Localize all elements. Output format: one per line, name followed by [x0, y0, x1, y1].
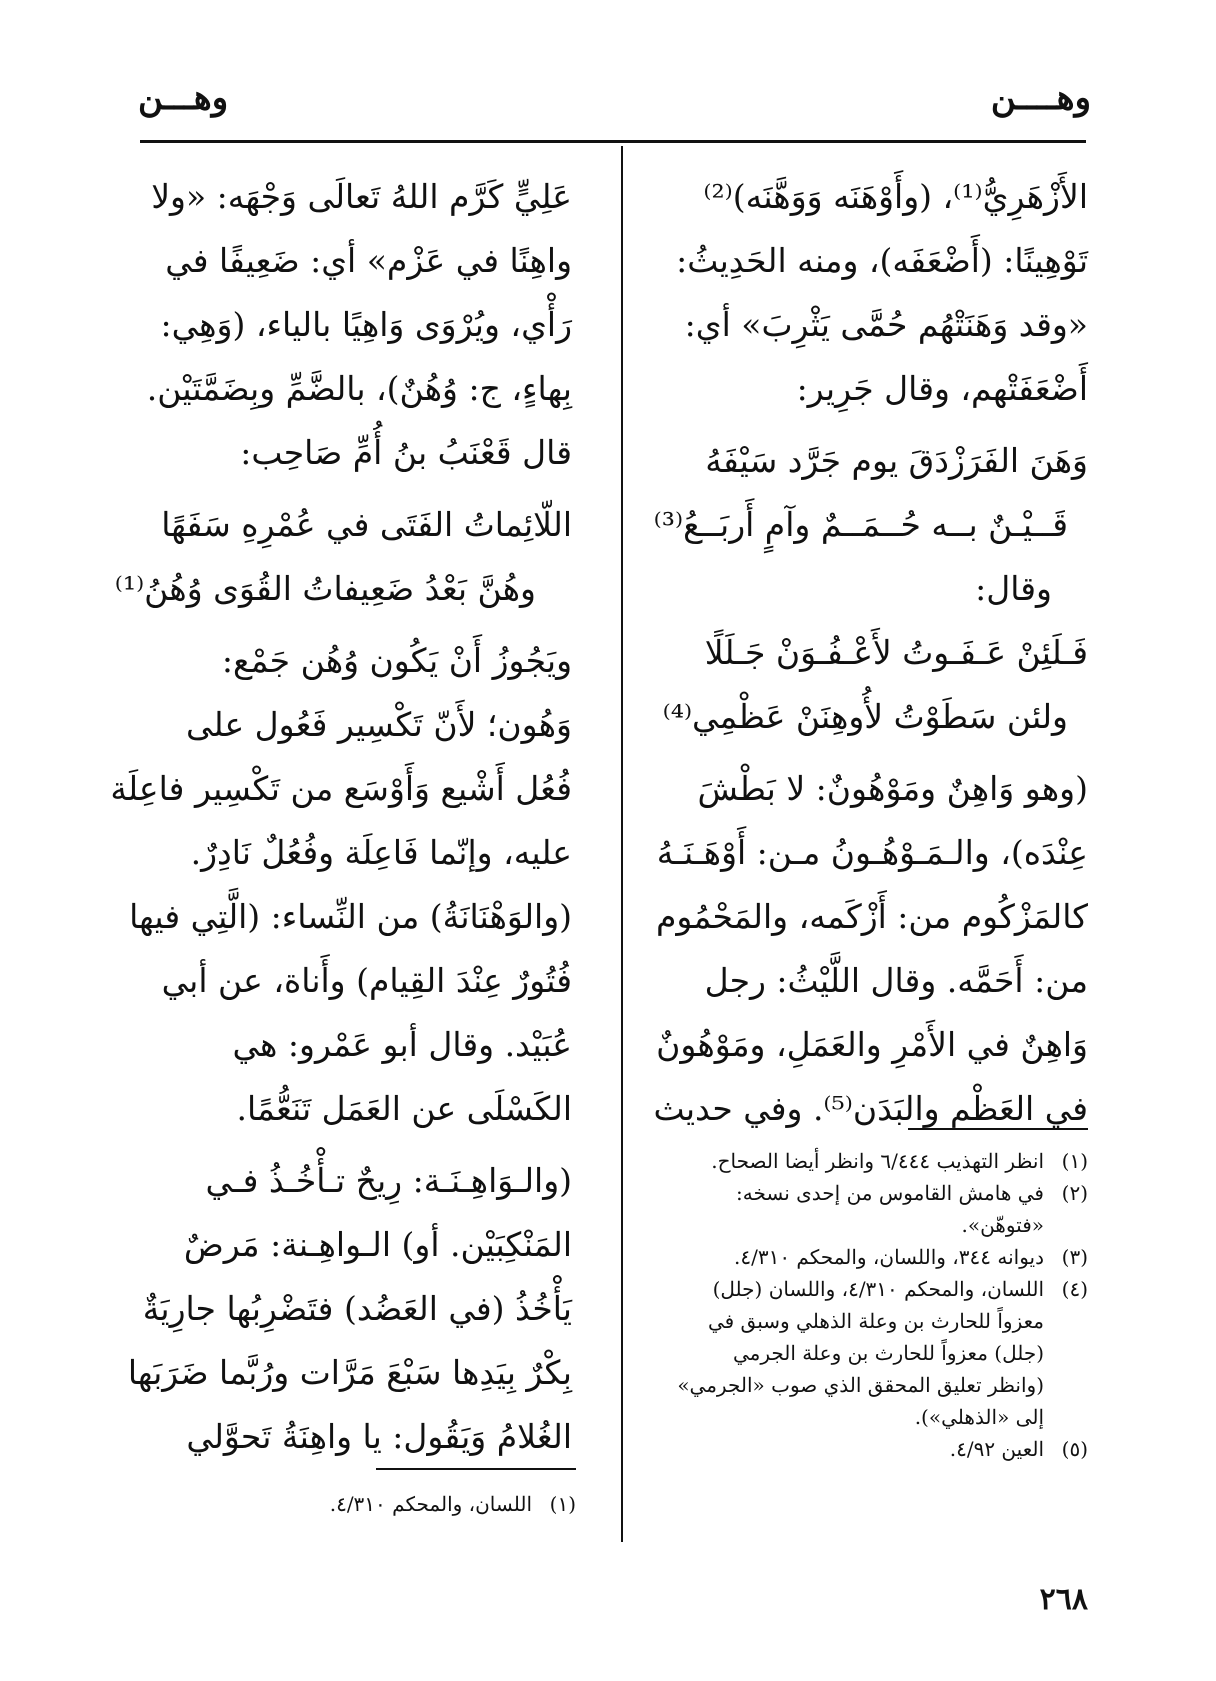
footnote [656, 1177, 1088, 1209]
text-line: تَوْهِينًا: (أَضْعَفَه)، ومنه الحَدِيثُ: [676, 241, 1088, 280]
footnote-number: (٤) [1061, 1277, 1088, 1301]
running-header-left: وهـــن [138, 78, 229, 118]
footnote-text: ديوانه ٣٤٤، واللسان، والمحكم ٤/٣١٠. [734, 1245, 1044, 1269]
text-line: في العَظْم والبَدَن⁽⁵⁾. وفي حديث [653, 1089, 1088, 1128]
verse-line: فَـلَئِنْ عَـفَـوتُ لأَعْـفُـوَنْ جَـلَلًا [704, 633, 1088, 672]
text-line: (وهو وَاهِنٌ ومَوْهُونٌ: لا بَطْشَ [697, 769, 1088, 808]
verse-line: ولئن سَطَوْتُ لأُوهِنَنْ عَظْمِي⁽⁴⁾ [662, 697, 1068, 736]
text-line: الكَسْلَى عن العَمَل تَنَعُّمًا. [236, 1089, 572, 1128]
text-line: قال قَعْنَبُ بنُ أُمِّ صَاحِب: [240, 433, 572, 472]
column-divider [621, 146, 623, 1542]
text-line: عَلِيٍّ كَرَّم اللهُ تَعالَى وَجْهَه: «ولا [151, 177, 572, 216]
text-line: أَضْعَفَتْهم، وقال جَرِير: [796, 369, 1088, 408]
text-line: بِهاءٍ، ج: وُهُنٌ)، بالضَّمِّ وبِضَمَّتَيْن. [146, 369, 572, 408]
footnote-text: العين ٤/٩٢. [949, 1437, 1044, 1461]
footnote [656, 1273, 1088, 1305]
text-line: بِكْرٌ بِيَدِها سَبْعَ مَرَّات ورُبَّما ضَرَبَها [127, 1353, 572, 1392]
footnote-number: (٥) [1061, 1437, 1088, 1461]
text-line: «وقد وَهَنَتْهُم حُمَّى يَثْرِبَ» أي: [684, 305, 1088, 344]
footnote-number: (٢) [1061, 1181, 1088, 1205]
text-line: كالمَزْكُوم من: أَزْكَمه، والمَحْمُوم [655, 897, 1088, 936]
footnote-continuation: معزواً للحارث بن وعلة الذهلي وسبق في [707, 1309, 1044, 1333]
text-line: واهِنًا في عَزْم» أي: ضَعِيفًا في [165, 241, 572, 280]
running-header-right: وهــــن [990, 78, 1091, 118]
footnote-text: انظر التهذيب ٦/٤٤٤ وانظر أيضا الصحاح. [711, 1149, 1044, 1173]
text-line: المَنْكِبَيْن. أو) الـواهِـنة: مَرضٌ [183, 1225, 572, 1264]
footnote-continuation: (جلل) معزواً للحارث بن وعلة الجرمي [732, 1341, 1044, 1365]
footnote-rule [908, 1128, 1088, 1130]
text-line: عُبَيْد. وقال أبو عَمْرو: هي [232, 1025, 572, 1064]
footnote-text: اللسان، والمحكم ٤/٣١٠، واللسان (جلل) [712, 1277, 1044, 1301]
verse-line: اللّائِماتُ الفَتَى في عُمْرِهِ سَفَهًا [161, 505, 572, 544]
footnote-number: (١) [549, 1492, 576, 1516]
footnote-rule [376, 1468, 576, 1470]
footnote-text: اللسان، والمحكم ٤/٣١٠. [329, 1492, 532, 1516]
footnote [656, 1241, 1088, 1273]
text-line: الغُلامُ وَيَقُول: يا واهِنَةُ تَحوَّلي [186, 1417, 572, 1456]
text-line: وقال: [975, 569, 1052, 608]
text-line: عليه، وإنّما فَاعِلَة وفُعُلٌ نَادِرٌ. [190, 833, 572, 872]
footnote-continuation: «فتوهّن». [961, 1213, 1044, 1237]
verse-line: وَهَنَ الفَرَزْدَقَ يوم جَرَّد سَيْفَهُ [705, 441, 1088, 480]
right-column [653, 165, 1088, 1141]
text-line: وَاهِنٌ في الأَمْرِ والعَمَلِ، ومَوْهُونٌ [656, 1025, 1088, 1064]
footnote-number: (١) [1061, 1149, 1088, 1173]
footnote-continuation: إلى «الذهلي»). [914, 1405, 1044, 1429]
footnote-number: (٣) [1061, 1245, 1088, 1269]
text-line: وَهُون؛ لأَنّ تَكْسِير فَعُول على [186, 705, 572, 744]
text-line: يَأْخُذُ (في العَضُد) فتَضْرِبُها جارِيَةٌ [142, 1289, 572, 1328]
footnote-continuation: (وانظر تعليق المحقق الذي صوب «الجرمي» [677, 1373, 1044, 1397]
text-line: ويَجُوزُ أَنْ يَكُون وُهُن جَمْع: [221, 641, 572, 680]
page-number: ٢٦٨ [1039, 1582, 1088, 1617]
text-line: من: أَحَمَّه. وقال اللَّيْثُ: رجل [704, 961, 1088, 1000]
header-rule [140, 140, 1086, 143]
text-line: فُعُل أَشْيع وَأَوْسَع من تَكْسِير فاعِلَة [110, 769, 572, 808]
text-line: عِنْدَه)، والـمَـوْهُـونُ مـن: أَوْهَـنَـهُ [656, 833, 1088, 872]
verse-line: قَــيْـنٌ بــه حُــمَــمٌ وآمٍ أَربَــعُ⁽³⁾ [653, 505, 1068, 544]
footnote [656, 1145, 1088, 1177]
text-line: (والوَهْنَانَةُ) من النِّساء: (الَّتِي فيها [129, 897, 572, 936]
footnotes-left [146, 1488, 576, 1520]
text-line: الأَزْهَرِيُّ⁽¹⁾، (وأَوْهَنَه وَوَهَّنَه)⁽²⁾ [703, 177, 1088, 216]
text-line: فُتُورٌ عِنْدَ القِيام) وأَناة، عن أبي [161, 961, 572, 1000]
footnote [656, 1433, 1088, 1465]
text-line: (والـوَاهِـنَـة: رِيحٌ تـأْخُـذُ فـي [205, 1161, 572, 1200]
text-line: رَأْي، ويُرْوَى وَاهِيًا بالياء، (وَهِي: [160, 305, 572, 344]
footnote [146, 1488, 576, 1520]
footnotes-right [656, 1145, 1088, 1465]
footnote-text: في هامش القاموس من إحدى نسخه: [736, 1181, 1044, 1205]
left-column [110, 165, 572, 1469]
verse-line: وهُنَّ بَعْدُ ضَعِيفاتُ القُوَى وُهُنُ⁽¹⁾ [114, 569, 536, 608]
